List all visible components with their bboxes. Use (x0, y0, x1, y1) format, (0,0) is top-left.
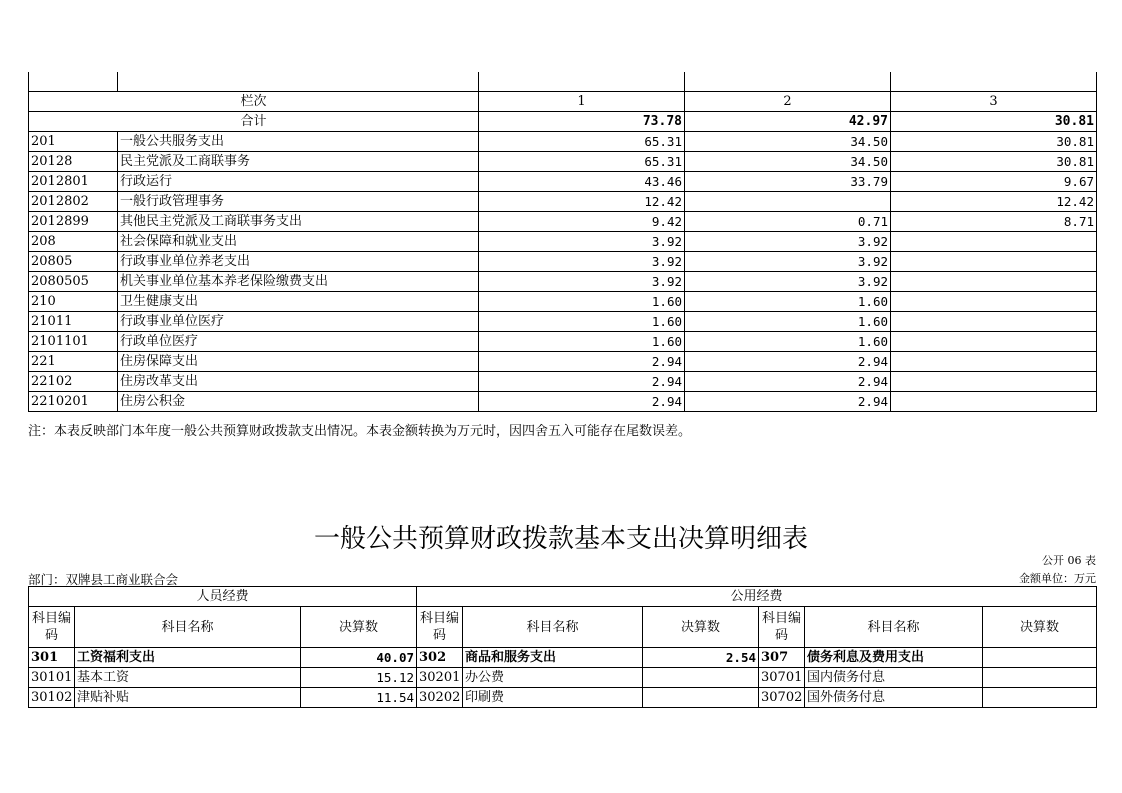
table-stub-row (29, 72, 1097, 92)
table-row (29, 392, 1097, 412)
column-header-name: 科目名称 (463, 607, 643, 648)
table-row (29, 172, 1097, 192)
row-value: 1.60 (479, 312, 685, 332)
public-group-header: 公用经费 (417, 587, 1097, 607)
table-row (29, 312, 1097, 332)
row-value: 8.71 (891, 212, 1097, 232)
row-value: 30.81 (891, 132, 1097, 152)
row-value: 3.92 (479, 232, 685, 252)
row-value: 43.46 (479, 172, 685, 192)
row-value: 3.92 (479, 252, 685, 272)
row-value (685, 192, 891, 212)
row-amount: 40.07 (301, 648, 417, 668)
row-value: 1.60 (479, 292, 685, 312)
row-value (891, 312, 1097, 332)
row-value: 65.31 (479, 152, 685, 172)
row-name: 办公费 (463, 668, 643, 688)
row-value: 33.79 (685, 172, 891, 192)
column-number: 3 (891, 92, 1097, 112)
row-name: 住房改革支出 (118, 372, 479, 392)
column-header-amount: 决算数 (983, 607, 1097, 648)
group-header-row (29, 587, 1097, 607)
row-value (891, 292, 1097, 312)
row-code: 30201 (417, 668, 463, 688)
row-code: 2080505 (29, 272, 118, 292)
table-row (29, 132, 1097, 152)
row-code: 201 (29, 132, 118, 152)
row-value: 9.42 (479, 212, 685, 232)
row-code: 2210201 (29, 392, 118, 412)
row-value: 3.92 (685, 272, 891, 292)
row-value (891, 372, 1097, 392)
row-value: 3.92 (685, 252, 891, 272)
row-name: 民主党派及工商联事务 (118, 152, 479, 172)
row-name: 工资福利支出 (75, 648, 301, 668)
row-value: 30.81 (891, 152, 1097, 172)
row-value (891, 252, 1097, 272)
row-name: 行政单位医疗 (118, 332, 479, 352)
total-row (29, 112, 1097, 132)
table-row (29, 272, 1097, 292)
row-code: 30202 (417, 688, 463, 708)
row-code: 2012802 (29, 192, 118, 212)
row-code: 302 (417, 648, 463, 668)
row-name: 行政事业单位养老支出 (118, 252, 479, 272)
table-row (29, 648, 1097, 668)
column-header-code: 科目编码 (759, 607, 805, 648)
row-value: 2.94 (479, 352, 685, 372)
row-value: 2.94 (685, 392, 891, 412)
row-value: 1.60 (685, 292, 891, 312)
column-header-code: 科目编码 (29, 607, 75, 648)
column-header-row (29, 607, 1097, 648)
expenditure-table (28, 72, 1097, 412)
table-row (29, 668, 1097, 688)
row-amount: 2.54 (643, 648, 759, 668)
row-name: 津贴补贴 (75, 688, 301, 708)
table-row (29, 212, 1097, 232)
row-value (891, 352, 1097, 372)
row-value (891, 232, 1097, 252)
table-row (29, 292, 1097, 312)
row-name: 国内债务付息 (805, 668, 983, 688)
row-name: 机关事业单位基本养老保险缴费支出 (118, 272, 479, 292)
row-code: 30101 (29, 668, 75, 688)
row-value: 12.42 (479, 192, 685, 212)
row-value: 34.50 (685, 152, 891, 172)
row-code: 210 (29, 292, 118, 312)
column-header-code: 科目编码 (417, 607, 463, 648)
row-name: 一般公共服务支出 (118, 132, 479, 152)
row-value: 2.94 (479, 392, 685, 412)
row-code: 22102 (29, 372, 118, 392)
unit-label: 金额单位：万元 (1019, 572, 1096, 585)
total-value: 42.97 (685, 112, 891, 132)
page-title: 一般公共预算财政拨款基本支出决算明细表 (313, 524, 808, 554)
row-name: 国外债务付息 (805, 688, 983, 708)
row-value: 0.71 (685, 212, 891, 232)
column-header-amount: 决算数 (643, 607, 759, 648)
personnel-group-header: 人员经费 (29, 587, 417, 607)
row-code: 208 (29, 232, 118, 252)
row-name: 卫生健康支出 (118, 292, 479, 312)
row-name: 行政运行 (118, 172, 479, 192)
row-code: 307 (759, 648, 805, 668)
table-row (29, 372, 1097, 392)
row-code: 2012801 (29, 172, 118, 192)
row-value: 9.67 (891, 172, 1097, 192)
row-code: 21011 (29, 312, 118, 332)
row-value: 34.50 (685, 132, 891, 152)
row-name: 其他民主党派及工商联事务支出 (118, 212, 479, 232)
column-number: 2 (685, 92, 891, 112)
row-name: 商品和服务支出 (463, 648, 643, 668)
row-amount (643, 688, 759, 708)
row-name: 住房公积金 (118, 392, 479, 412)
row-amount: 11.54 (301, 688, 417, 708)
row-value: 1.60 (479, 332, 685, 352)
row-value: 65.31 (479, 132, 685, 152)
row-code: 30701 (759, 668, 805, 688)
row-name: 行政事业单位医疗 (118, 312, 479, 332)
column-number-row (29, 92, 1097, 112)
row-code: 20128 (29, 152, 118, 172)
row-value (891, 332, 1097, 352)
row-value: 2.94 (685, 372, 891, 392)
total-label: 合计 (29, 112, 479, 132)
row-value: 3.92 (685, 232, 891, 252)
row-amount (643, 668, 759, 688)
table-row (29, 252, 1097, 272)
table-row (29, 332, 1097, 352)
column-number: 1 (479, 92, 685, 112)
total-value: 73.78 (479, 112, 685, 132)
row-code: 301 (29, 648, 75, 668)
total-value: 30.81 (891, 112, 1097, 132)
row-code: 2101101 (29, 332, 118, 352)
row-name: 一般行政管理事务 (118, 192, 479, 212)
row-name: 住房保障支出 (118, 352, 479, 372)
row-value: 2.94 (479, 372, 685, 392)
row-amount: 15.12 (301, 668, 417, 688)
table-row (29, 192, 1097, 212)
row-amount (983, 648, 1097, 668)
row-name: 印刷费 (463, 688, 643, 708)
row-value: 1.60 (685, 312, 891, 332)
row-value (891, 392, 1097, 412)
row-code: 2012899 (29, 212, 118, 232)
row-code: 221 (29, 352, 118, 372)
row-value (891, 272, 1097, 292)
column-index-label: 栏次 (29, 92, 479, 112)
table-row (29, 688, 1097, 708)
column-header-name: 科目名称 (75, 607, 301, 648)
row-code: 20805 (29, 252, 118, 272)
department-label: 部门：双牌县工商业联合会 (28, 572, 179, 587)
table-note: 注：本表反映部门本年度一般公共预算财政拨款支出情况。本表金额转换为万元时，因四舍五入可能存在尾数误差。 (28, 424, 692, 439)
column-header-name: 科目名称 (805, 607, 983, 648)
row-name: 社会保障和就业支出 (118, 232, 479, 252)
basic-expenditure-detail-table (28, 586, 1097, 708)
row-value: 1.60 (685, 332, 891, 352)
row-value: 12.42 (891, 192, 1097, 212)
row-amount (983, 688, 1097, 708)
row-code: 30102 (29, 688, 75, 708)
row-value: 3.92 (479, 272, 685, 292)
table-row (29, 352, 1097, 372)
row-code: 30702 (759, 688, 805, 708)
row-name: 债务利息及费用支出 (805, 648, 983, 668)
row-amount (983, 668, 1097, 688)
table-row (29, 232, 1097, 252)
column-header-amount: 决算数 (301, 607, 417, 648)
table-row (29, 152, 1097, 172)
row-name: 基本工资 (75, 668, 301, 688)
row-value: 2.94 (685, 352, 891, 372)
form-code: 公开 06 表 (1042, 554, 1096, 567)
